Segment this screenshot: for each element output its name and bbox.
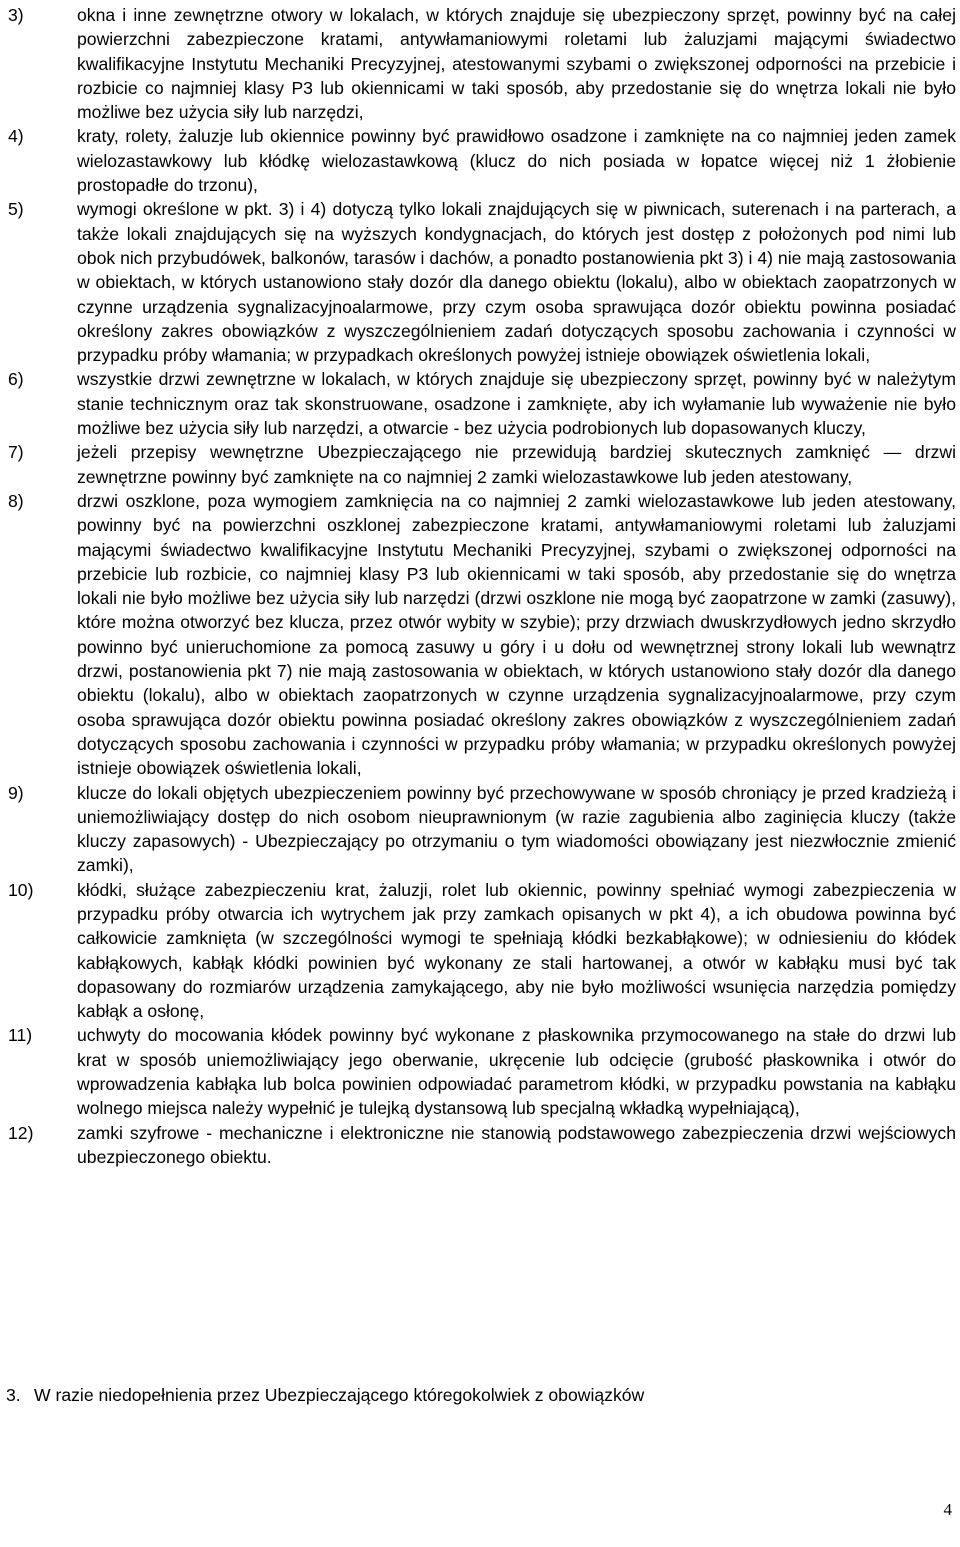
section-number: 3.: [6, 1385, 21, 1405]
list-item-number: 7): [8, 442, 24, 463]
list-item-text: jeżeli przepisy wewnętrzne Ubezpieczającego nie przewidują bardziej skutecznych zamknięć — drzwi zewnętrzne powinny być zamknięte na co najmniej 2 zamki wielozastawkowe lub jeden atestowany,: [77, 442, 956, 487]
list-item-text: kraty, rolety, żaluzje lub okiennice powinny być prawidłowo osadzone i zamknięte na co najmniej jeden zamek wielozastawkowy lub kłódkę wielozastawkową (klucz do nich posiada w łopatce więcej niż 1 żłobienie prostopadłe do trzonu),: [77, 126, 956, 196]
list-item: [0, 197, 960, 367]
section-heading: [6, 1383, 644, 1407]
list-item-text: klucze do lokali objętych ubezpieczeniem powinny być przechowywane w sposób chroniący je przed kradzieżą i uniemożliwiający dostęp do nich osobom nieuprawnionym (w razie zagubienia albo zaginięcia kluczy (także kluczy zapasowych) - Ubezpieczający po otrzymaniu o tym wiadomości obowiązany jest niezwłocznie zmienić zamki),: [77, 782, 956, 876]
list-item: [0, 440, 960, 489]
list-item: [0, 1023, 960, 1120]
list-item-number: 5): [8, 199, 24, 220]
list-item-text: wszystkie drzwi zewnętrzne w lokalach, w których znajduje się ubezpieczony sprzęt, powinny być w należytym stanie technicznym oraz tak skonstruowane, osadzone i zamknięte, aby ich wyłamanie lub wyważenie nie było możliwe bez użycia siły lub narzędzi, a otwarcie - bez użycia podrobionych lub dopasowanych kluczy,: [77, 369, 956, 439]
list-item-text: uchwyty do mocowania kłódek powinny być wykonane z płaskownika przymocowanego na stałe do drzwi lub krat w sposób uniemożliwiający jego oberwanie, ukręcenie lub odcięcie (grubość płaskownika i otwór do wprowadzenia kabłąka lub bolca powinien odpowiadać parametrom kłódki, w przypadku powstania na kabłąku wolnego miejsca należy wypełnić je tulejką dystansową lub specjalną wkładką wypełniającą),: [77, 1025, 956, 1119]
list-item-number: 6): [8, 369, 24, 390]
list-item: [0, 367, 960, 440]
list-item-number: 10): [8, 879, 34, 900]
list-item: [0, 1121, 960, 1170]
section-text: W razie niedopełnienia przez Ubezpieczającego któregokolwiek z obowiązków: [34, 1385, 645, 1405]
list-item-number: 12): [8, 1122, 34, 1143]
list-item: [0, 781, 960, 878]
list-item-number: 8): [8, 490, 24, 511]
list-item-number: 4): [8, 126, 24, 147]
list-item-text: kłódki, służące zabezpieczeniu krat, żaluzji, rolet lub okiennic, powinny spełniać wymogi zabezpieczenia w przypadku próby otwarcia ich wytrychem jak przy zamkach opisanych w pkt 4), a ich obudowa powinna być całkowicie zamknięta (w szczególności wymogi te spełniają kłódki bezkabłąkowe); w odniesieniu do kłódek kabłąkowych, kabłąk kłódki powinien być wykonany ze stali hartowanej, a otwór w kabłąku musi być tak dopasowany do rozmiarów urządzenia zamykającego, aby nie było możliwości wsunięcia narzędzia pomiędzy kabłąk a osłonę,: [77, 879, 956, 1022]
list-item: [0, 489, 960, 781]
list-item-number: 11): [8, 1025, 33, 1046]
list-item-text: drzwi oszklone, poza wymogiem zamknięcia na co najmniej 2 zamki wielozastawkowe lub jeden atestowany, powinny być na powierzchni oszklonej zabezpieczone kratami, antywłamaniowymi roletami lub żaluzjami mającymi świadectwo kwalifikacyjne Instytutu Mechaniki Precyzyjnej, szybami o zwiększonej odporności na przebicie lub rozbicie, co najmniej klasy P3 lub okiennicami w taki sposób, aby przedostanie się do wnętrza lokali nie było możliwe bez użycia siły lub narzędzi (drzwi oszklone nie mogą być zaopatrzone w zamki (zasuwy), które można otworzyć bez klucza, przez otwór wybity w szybie); przy drzwiach dwuskrzydłowych jedno skrzydło powinno być unieruchomione za pomocą zasuwy u góry i u dołu od wewnętrznej strony lokali lub wewnątrz drzwi, postanowienia pkt 7) nie mają zastosowania w obiektach, w których ustanowiono stały dozór dla danego obiektu (lokalu), albo w obiektach zaopatrzonych w czynne urządzenia sygnalizacyjnoalarmowe, przy czym osoba sprawująca dozór obiektu powinna posiadać określony zakres obowiązków z wyszczególnieniem zadań dotyczących sposobu zachowania i czynności w przypadku próby włamania; w przypadku określonych powyżej istnieje obowiązek oświetlenia lokali,: [77, 490, 956, 779]
page-number: 4: [943, 1500, 952, 1519]
list-item-text: wymogi określone w pkt. 3) i 4) dotyczą tylko lokali znajdujących się w piwnicach, suterenach i na parterach, a także lokali znajdujących się na wyższych kondygnacjach, do których jest dostęp z położonych pod nimi lub obok nich przybudówek, balkonów, tarasów i dachów, a ponadto postanowienia pkt 3) i 4) nie mają zastosowania w obiektach, w których ustanowiono stały dozór dla danego obiektu (lokalu), albo w obiektach zaopatrzonych w czynne urządzenia sygnalizacyjnoalarmowe, przy czym osoba sprawująca dozór obiektu powinna posiadać określony zakres obowiązków z wyszczególnieniem zadań dotyczących sposobu zachowania i czynności w przypadku próby włamania; w przypadkach określonych powyżej istnieje obowiązek oświetlenia lokali,: [77, 199, 956, 366]
numbered-list: [0, 3, 960, 1169]
list-item: [0, 3, 960, 124]
list-item-number: 3): [8, 5, 24, 25]
list-item-number: 9): [8, 782, 24, 803]
list-item-text: okna i inne zewnętrzne otwory w lokalach, w których znajduje się ubezpieczony sprzęt, powinny być na całej powierzchni zabezpieczone kratami, antywłamaniowymi roletami lub żaluzjami mającymi świadectwo kwalifikacyjne Instytutu Mechaniki Precyzyjnej, atestowanymi szybami o zwiększonej odporności na przebicie i rozbicie co najmniej klasy P3 lub okiennicami w taki sposób, aby przedostanie się do wnętrza lokali nie było możliwe bez użycia siły lub narzędzi,: [77, 5, 956, 123]
list-item: [0, 878, 960, 1024]
list-item-text: zamki szyfrowe - mechaniczne i elektroniczne nie stanowią podstawowego zabezpieczenia drzwi wejściowych ubezpieczonego obiektu.: [77, 1122, 956, 1167]
list-item: [0, 124, 960, 197]
